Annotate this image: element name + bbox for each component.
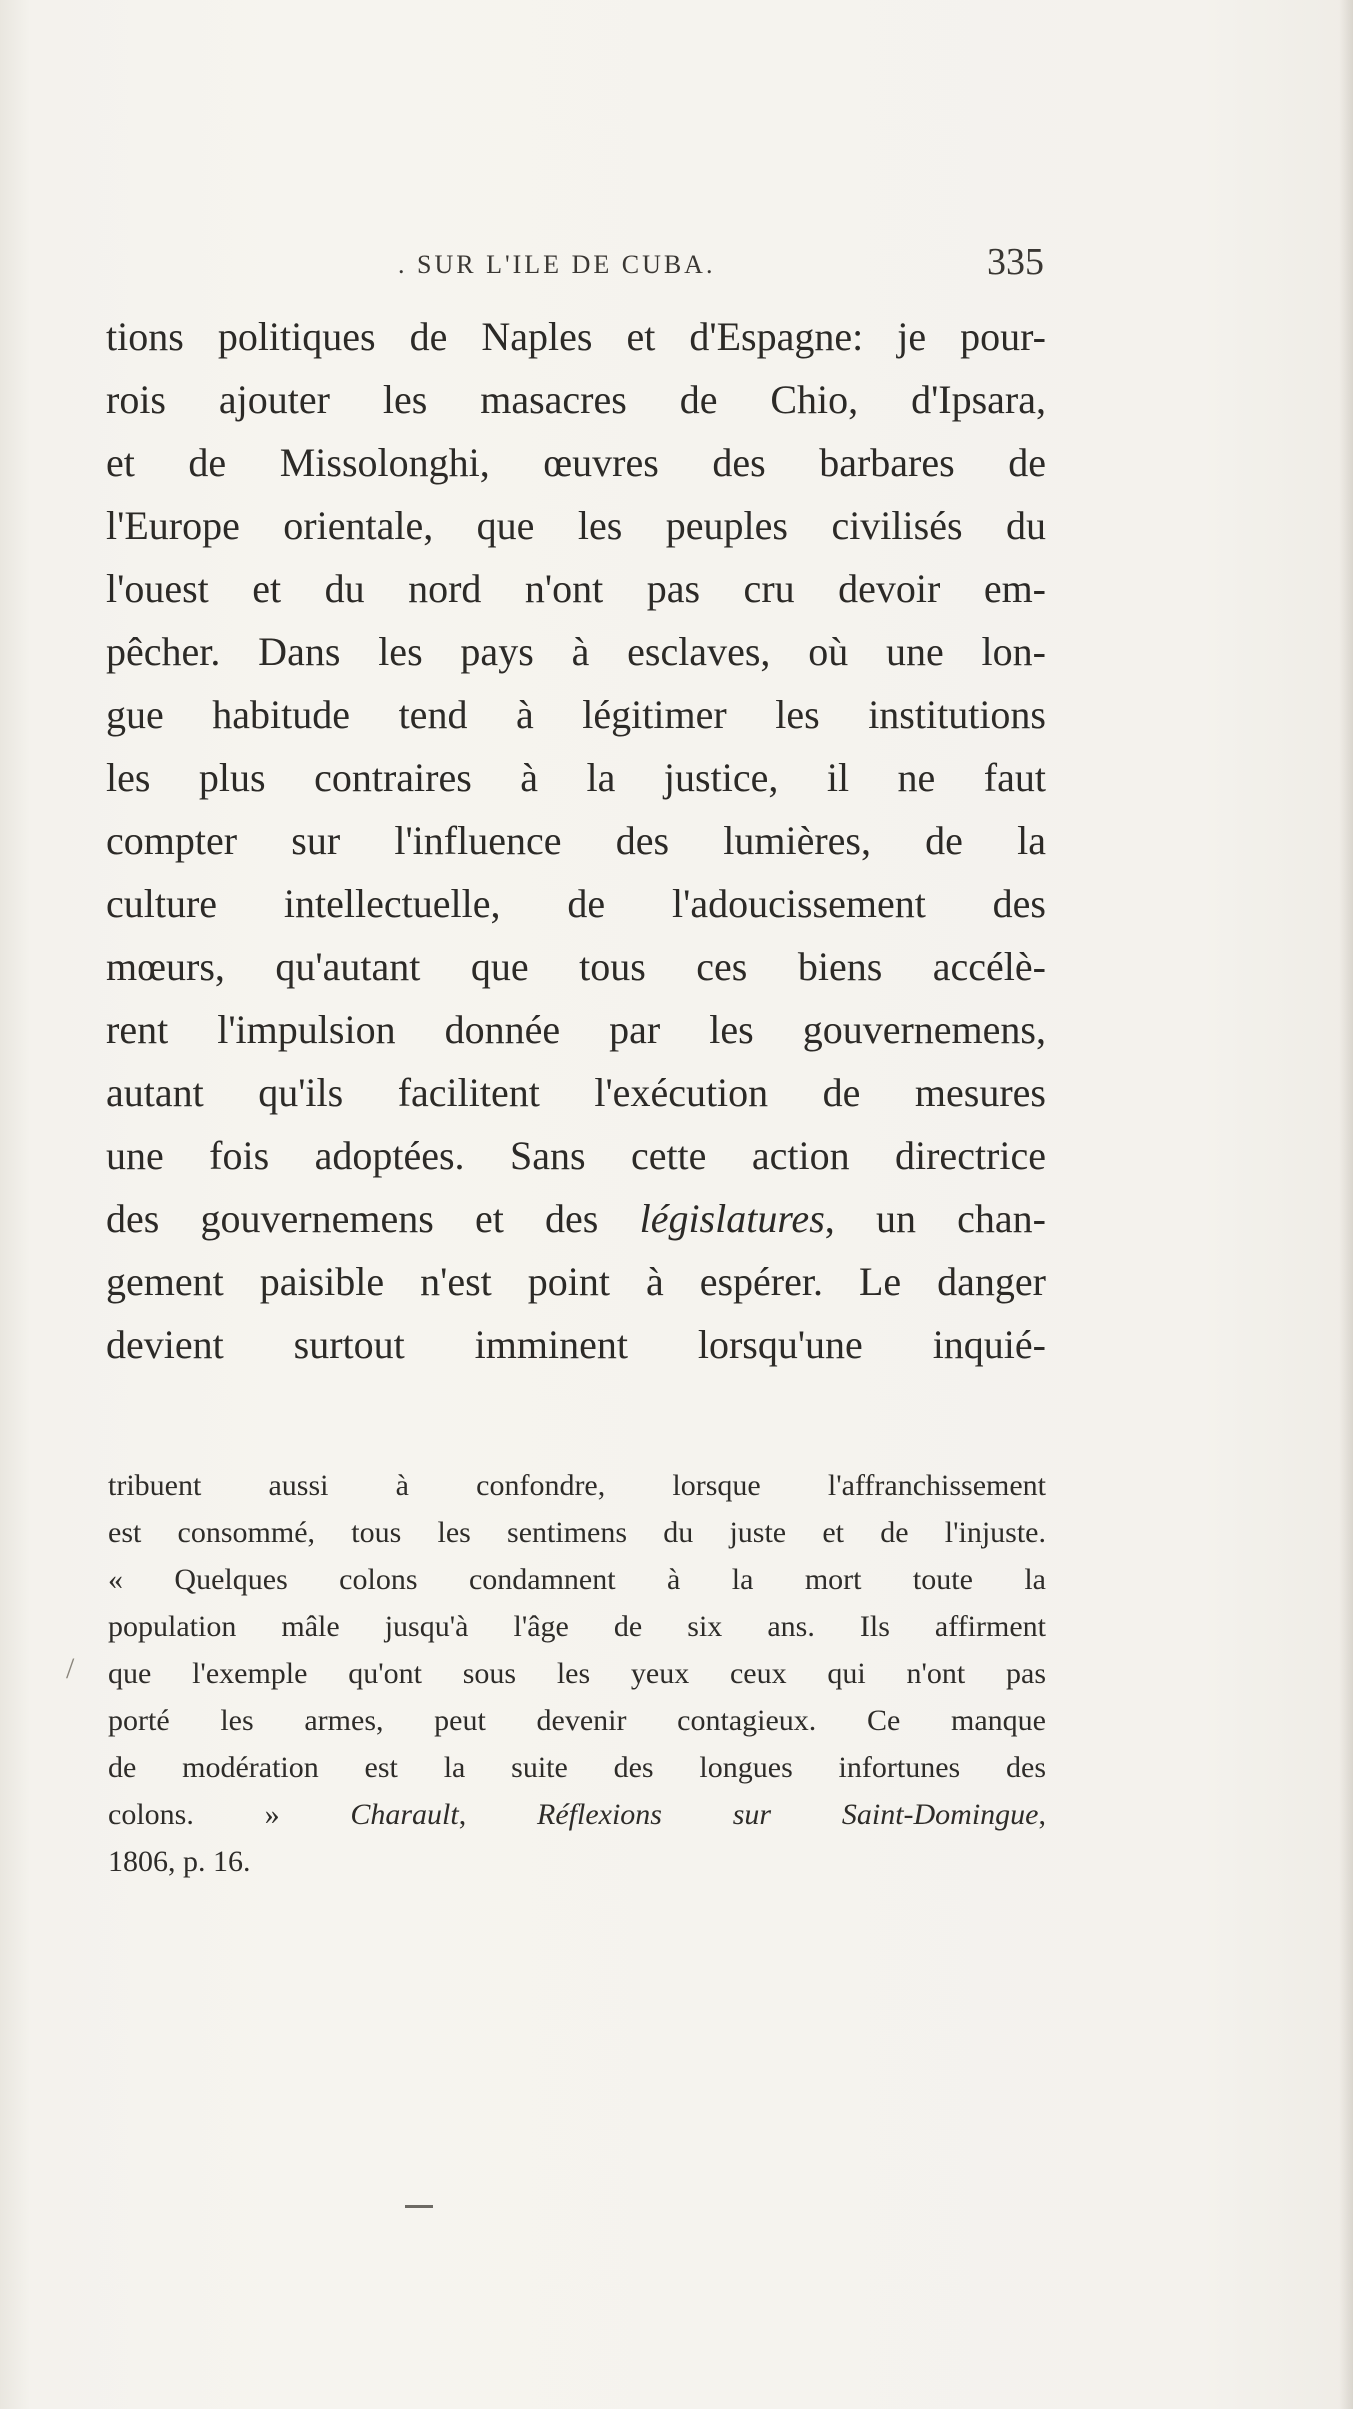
running-head [108,240,1044,300]
footnote-line: 1806, p. 16. [108,1845,251,1878]
page-number: 335 [987,241,1044,283]
citation-work: Réflexions sur Saint-Domingue [537,1798,1039,1831]
text-line: compter sur l'influence des lumières, de la [106,818,1046,863]
text-line: gement paisible n'est point à espérer. Le danger [106,1259,1046,1304]
margin-mark: / [66,1652,75,1685]
footnote-line: « Quelques colons condamnent à la mort toute la [108,1563,1046,1596]
text-line: pêcher. Dans les pays à esclaves, où une lon- [106,629,1046,674]
text-line-with-italic: des gouvernemens et des législatures, un chan- [106,1196,1046,1241]
text-line: culture intellectuelle, de l'adoucissement des [106,881,1046,926]
italic-term: législatures [639,1196,825,1241]
text-line: rent l'impulsion donnée par les gouvernemens, [106,1007,1046,1052]
text-line: rois ajouter les masacres de Chio, d'Ipsara, [106,377,1046,422]
citation-author: Charault [350,1798,459,1831]
text-line: les plus contraires à la justice, il ne faut [106,755,1046,800]
text-line: l'ouest et du nord n'ont pas cru devoir em- [106,566,1046,611]
footnote-line-citation: colons. » Charault, Réflexions sur Saint-Domingue, [108,1798,1047,1831]
main-text [106,305,1046,1376]
running-title: . SUR L'ILE DE CUBA. [398,250,716,279]
footnote-line: tribuent aussi à confondre, lorsque l'affranchissement [108,1469,1046,1502]
footnote-line: est consommé, tous les sentimens du juste et de l'injuste. [108,1516,1046,1549]
page-edge-shadow [1339,0,1353,2409]
footnote-line: population mâle jusqu'à l'âge de six ans. Ils affirment [108,1610,1046,1643]
text-line: mœurs, qu'autant que tous ces biens accélè- [106,944,1046,989]
text-line: l'Europe orientale, que les peuples civilisés du [106,503,1046,548]
text-line: et de Missolonghi, œuvres des barbares de [106,440,1046,485]
text-line: gue habitude tend à légitimer les institutions [106,692,1046,737]
text-line: devient surtout imminent lorsqu'une inquié- [106,1322,1046,1367]
text-line: autant qu'ils facilitent l'exécution de mesures [106,1070,1046,1115]
footnote [108,1462,1046,1885]
bottom-dash [405,2205,433,2208]
text-line: une fois adoptées. Sans cette action directrice [106,1133,1046,1178]
footnote-line: porté les armes, peut devenir contagieux. Ce manque [108,1704,1046,1737]
text-line: tions politiques de Naples et d'Espagne: je pour- [106,314,1046,359]
footnote-line: que l'exemple qu'ont sous les yeux ceux qui n'ont pas [108,1657,1046,1690]
footnote-line: de modération est la suite des longues infortunes des [108,1751,1046,1784]
